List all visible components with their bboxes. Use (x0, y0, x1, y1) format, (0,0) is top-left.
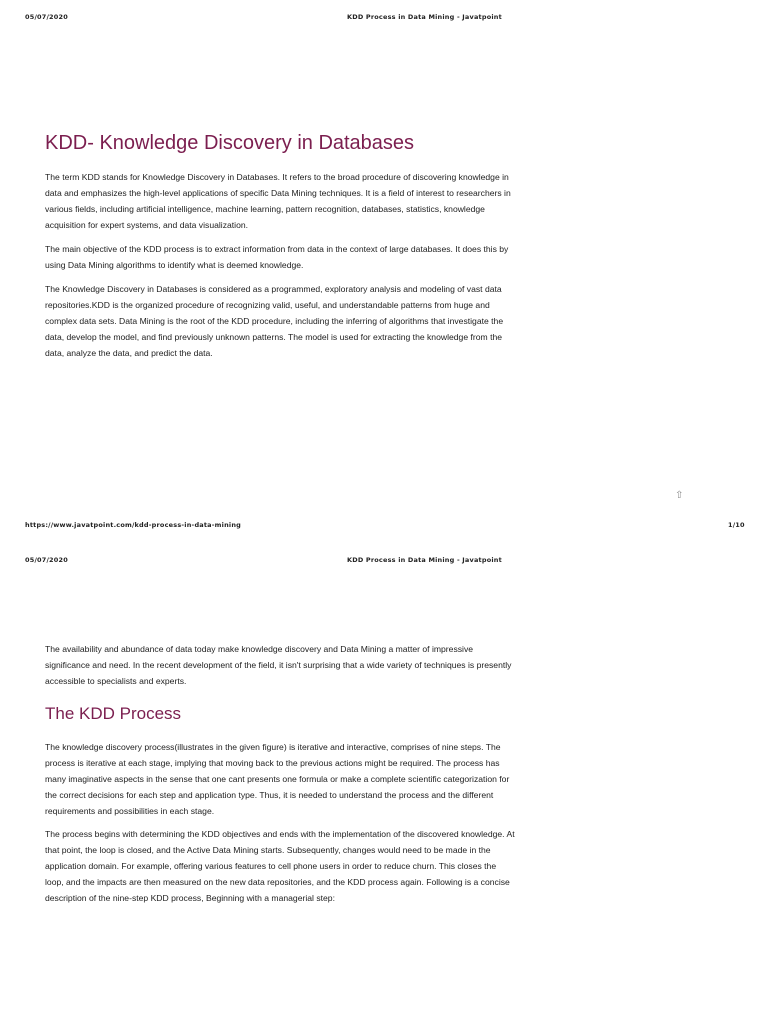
print-header-date: 05/07/2020 (25, 13, 68, 21)
page-title: KDD- Knowledge Discovery in Databases (45, 132, 415, 154)
availability-paragraph: The availability and abundance of data today make knowledge discovery and Data Mining a matter of impressive significance and need. In the recent development of the field, it isn't surprising that a wide variety of techniques is presently accessible to specialists and experts. (45, 644, 512, 686)
section-heading: The KDD Process (45, 704, 182, 723)
process-paragraph: The knowledge discovery process(illustrates in the given figure) is iterative and interactive, comprises of nine steps. The process is iterative at each stage, implying that moving back to the previous actions might be required. The process has many imaginative aspects in the sense that one cant presents one formula or make a complete scientific categorization for the correct decisions for each step and application type. Thus, it is needed to understand the process and the different requirements and possibilities in each stage. (45, 742, 510, 816)
loop-paragraph: The process begins with determining the KDD objectives and ends with the implementation of the discovered knowledge. At that point, the loop is closed, and the Active Data Mining starts. Subsequently, changes would need to be made in the application domain. For example, offering various features to cell phone users in order to reduce churn. This closes the loop, and the impacts are then measured on the new data repositories, and the KDD process again. Following is a concise description of the nine-step KDD process, Beginning with a managerial step: (45, 829, 515, 903)
intro-paragraph: The term KDD stands for Knowledge Discovery in Databases. It refers to the broad procedure of discovering knowledge in data and emphasizes the high-level applications of specific Data Mining techniques. It is a field of interest to researchers in various fields, including artificial intelligence, machine learning, pattern recognition, databases, statistics, knowledge acquisition for expert systems, and data visualization. (45, 172, 511, 230)
print-footer-page-number: 1/10 (728, 521, 745, 529)
up-arrow-icon[interactable]: ⇧ (675, 490, 684, 501)
print-footer-url: https://www.javatpoint.com/kdd-process-in-data-mining (25, 521, 242, 529)
print-header-date: 05/07/2020 (25, 556, 68, 564)
print-header-title: KDD Process in Data Mining - Javatpoint (347, 556, 502, 564)
objective-paragraph: The main objective of the KDD process is to extract information from data in the context of large databases. It does this by using Data Mining algorithms to identify what is deemed knowledge. (45, 244, 509, 270)
definition-paragraph: The Knowledge Discovery in Databases is considered as a programmed, exploratory analysis and modeling of vast data repositories.KDD is the organized procedure of recognizing valid, useful, and understandable patterns from huge and complex data sets. Data Mining is the root of the KDD procedure, including the inferring of algorithms that investigate the data, develop the model, and find previously unknown patterns. The model is used for extracting the knowledge from the data, analyze the data, and predict the data. (45, 284, 504, 358)
print-header-title: KDD Process in Data Mining - Javatpoint (347, 13, 502, 21)
